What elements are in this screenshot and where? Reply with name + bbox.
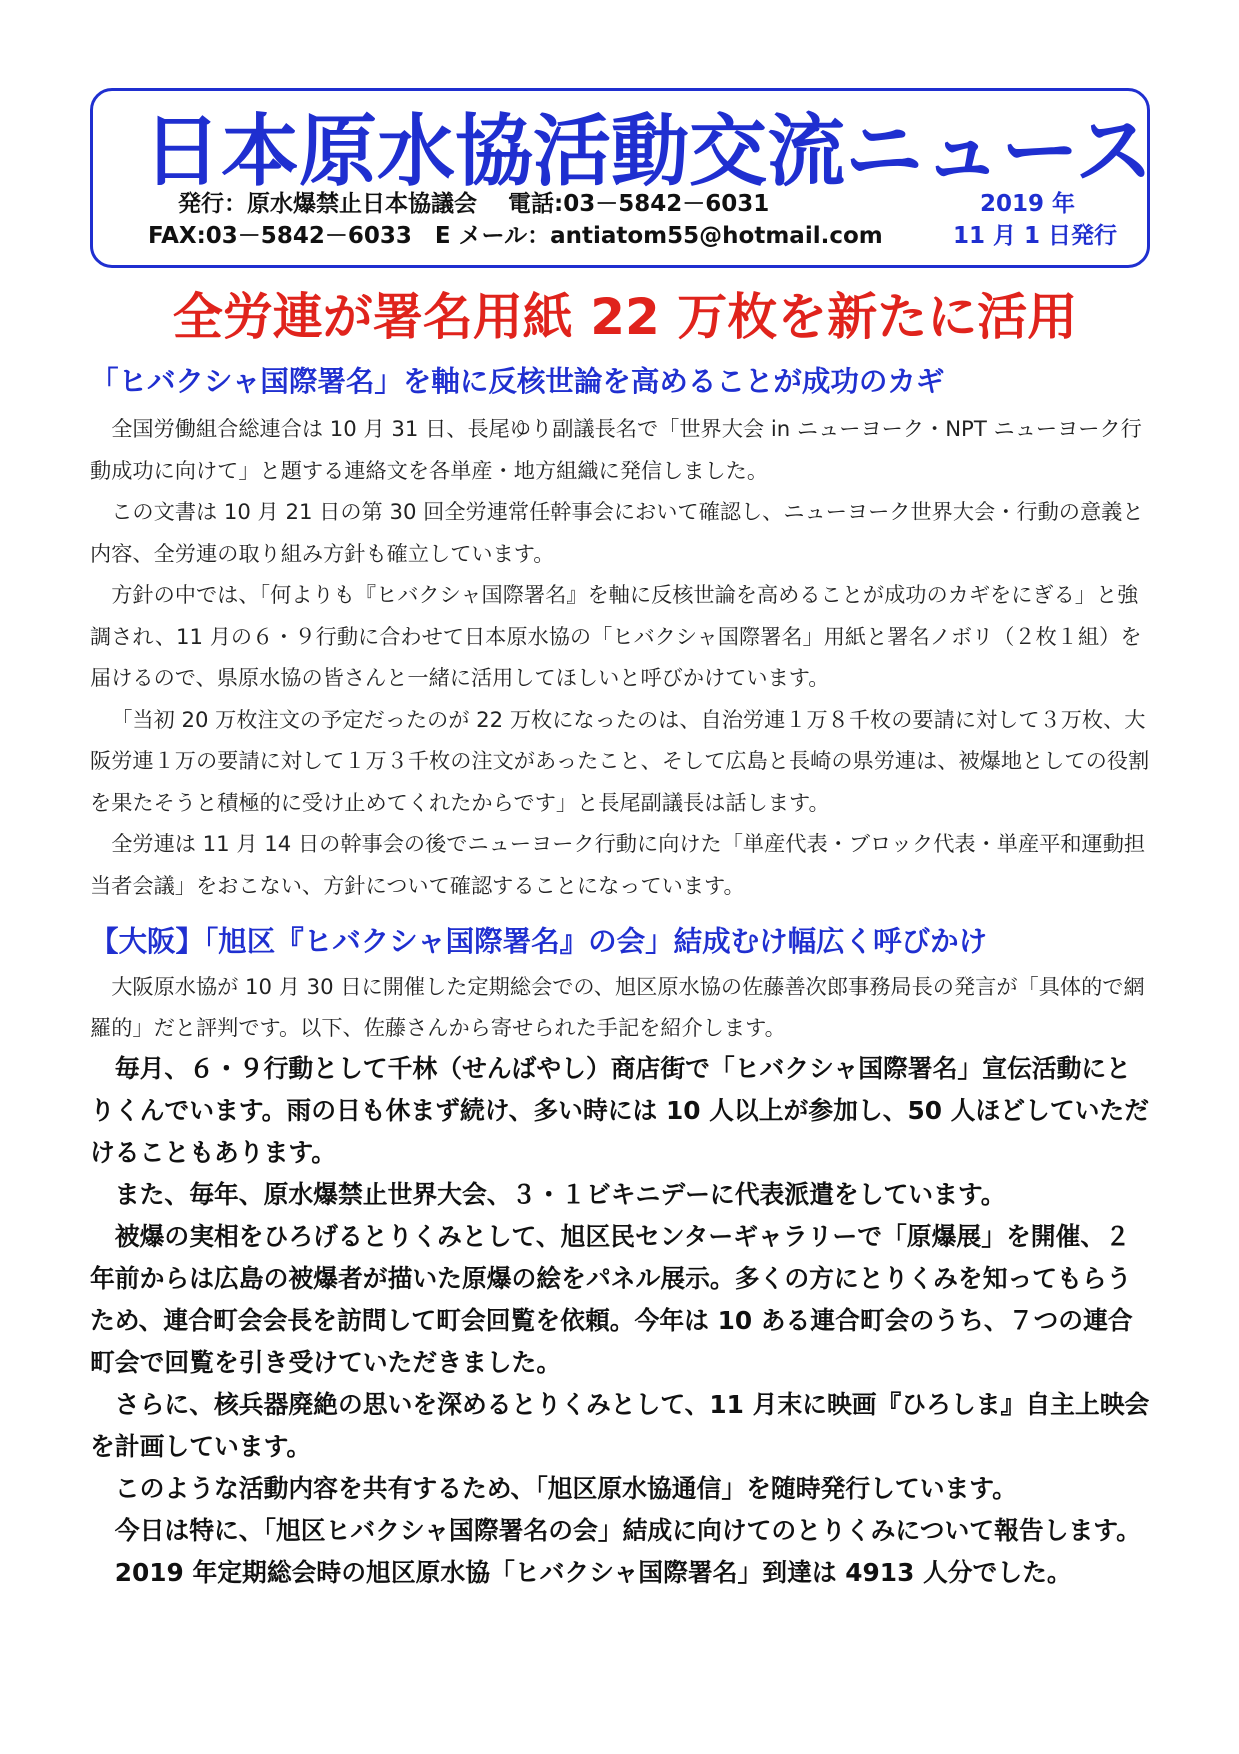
contact-line: FAX:03－5842－6033 E メール：antiatom55@hotmail.com xyxy=(148,223,883,249)
newsletter-title: 日本原水協活動交流ニュース xyxy=(143,107,1154,197)
memoir-paragraph: さらに、核兵器廃絶の思いを深めるとりくみとして、11 月末に映画『ひろしま』自主上映会を計画しています。 xyxy=(90,1390,1150,1461)
article2-memoir xyxy=(90,1048,1150,1594)
article2-intro-paragraph: 大阪原水協が 10 月 30 日に開催した定期総会での、旭区原水協の佐藤善次郎事務局長の発言が「具体的で網羅的」だと評判です。以下、佐藤さんから寄せられた手記を紹介します。 xyxy=(90,974,1145,1040)
memoir-paragraph: 2019 年定期総会時の旭区原水協「ヒバクシャ国際署名」到達は 4913 人分でした。 xyxy=(114,1558,1072,1587)
memoir-paragraph: また、毎年、原水爆禁止世界大会、３・１ビキニデーに代表派遣をしています。 xyxy=(114,1180,1006,1209)
article1-subhead: 「ヒバクシャ国際署名」を軸に反核世論を高めることが成功のカギ xyxy=(90,365,945,398)
article1-paragraph: 全労連は 11 月 14 日の幹事会の後でニューヨーク行動に向けた「単産代表・ブロック代表・単産平和運動担当者会議」をおこない、方針について確認することになっています。 xyxy=(90,831,1146,898)
article2-headline: 【大阪】「旭区『ヒバクシャ国際署名』の会」結成むけ幅広く呼びかけ xyxy=(90,925,988,958)
article1-paragraph: 全国労働組合総連合は 10 月 31 日、長尾ゆり副議長名で「世界大会 in ニューヨーク・NPT ニューヨーク行動成功に向けて」と題する連絡文を各単産・地方組織に発信しました。 xyxy=(90,416,1142,483)
memoir-paragraph: 今日は特に、「旭区ヒバクシャ国際署名の会」結成に向けてのとりくみについて報告します。 xyxy=(114,1516,1141,1545)
article1-paragraph: 方針の中では、「何よりも『ヒバクシャ国際署名』を軸に反核世論を高めることが成功のカギをにぎる」と強調され、11 月の６・９行動に合わせて日本原水協の「ヒバクシャ国際署名」用紙と署名ノボリ（２枚１組）を届けるので、県原水協の皆さんと一緒に活用してほしいと呼びかけています。 xyxy=(90,582,1142,690)
memoir-paragraph: 毎月、６・９行動として千林（せんばやし）商店街で「ヒバクシャ国際署名」宣伝活動にとりくんでいます。雨の日も休まず続け、多い時には 10 人以上が参加し、50 人ほどしていただけることもあります。 xyxy=(90,1054,1150,1167)
article1-paragraph: 「当初 20 万枚注文の予定だったのが 22 万枚になったのは、自治労連１万８千枚の要請に対して３万枚、大阪労連１万の要請に対して１万３千枚の注文があったこと、そして広島と長崎の県労連は、被爆地としての役割を果たそうと積極的に受け止めてくれたからです」と長尾副議長は話します。 xyxy=(90,706,1150,815)
masthead-box xyxy=(90,88,1154,268)
publisher-line: 発行：原水爆禁止日本協議会 電話:03－5842－6031 xyxy=(178,191,770,217)
article1-body xyxy=(90,408,1150,906)
memoir-paragraph: このような活動内容を共有するため、「旭区原水協通信」を随時発行しています。 xyxy=(114,1474,1017,1503)
article1-headline: 全労連が署名用紙 22 万枚を新たに活用 xyxy=(172,288,1078,346)
memoir-paragraph: 被爆の実相をひろげるとりくみとして、旭区民センターギャラリーで「原爆展」を開催、２年前からは広島の被爆者が描いた原爆の絵をパネル展示。多くの方にとりくみを知ってもらうため、連合町会会長を訪問して町会回覧を依頼。今年は 10 ある連合町会のうち、７つの連合町会で回覧を引き受けていただきました。 xyxy=(90,1222,1133,1377)
issue-year: 2019 年 xyxy=(979,191,1075,217)
issue-date: 11 月 1 日発行 xyxy=(952,223,1117,249)
article2-intro xyxy=(90,966,1150,1048)
article1-paragraph: この文書は 10 月 21 日の第 30 回全労連常任幹事会において確認し、ニューヨーク世界大会・行動の意義と内容、全労連の取り組み方針も確立しています。 xyxy=(90,499,1144,566)
